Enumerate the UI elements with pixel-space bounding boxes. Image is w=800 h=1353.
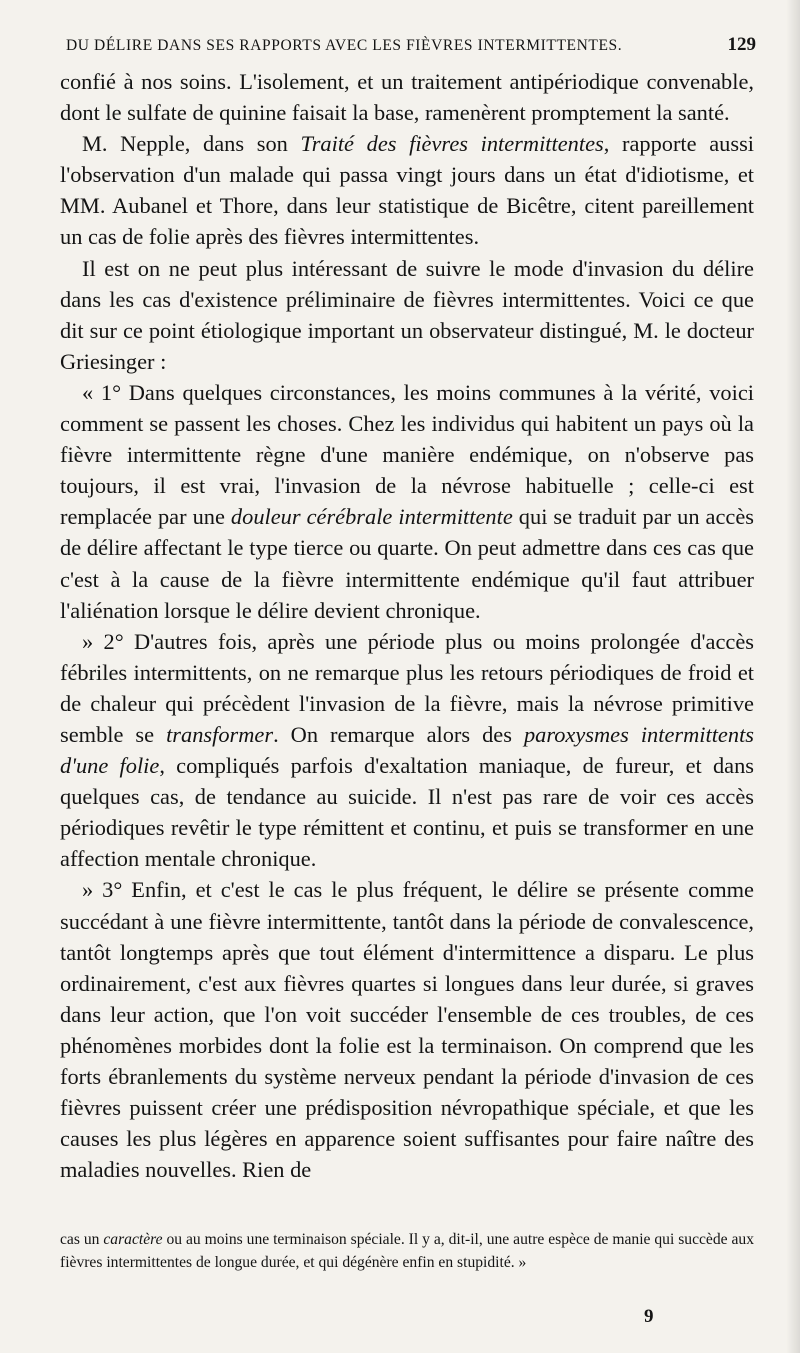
italic-text-segment: Traité des fièvres intermittentes: [300, 131, 604, 157]
text-segment: cas un: [60, 1231, 104, 1248]
italic-text-segment: transformer: [166, 721, 274, 747]
text-segment: M. Nepple, dans son: [82, 131, 301, 157]
text-segment: . On remarque alors des: [273, 721, 524, 747]
paragraph: [60, 128, 754, 252]
paragraph: [60, 377, 754, 626]
text-segment: confié à nos soins. L'isolement, et un traitement antipériodique convenable, dont le sulfate de quinine faisait la base, ramenèrent promptement la santé.: [60, 69, 754, 126]
text-segment: » 3° Enfin, et c'est le cas le plus fréquent, le délire se présente comme succédant à une fièvre intermittente, tantôt dans la période de convalescence, tantôt longtemps après que tout élément d'intermittence a disparu. Le plus ordinairement, c'est aux fièvres quartes si longues dans leur durée, si graves dans leur action, que l'on voit succéder l'ensemble de ces troubles, de ces phénomènes morbides dont la folie est la terminaison. On comprend que les forts ébranlements du système nerveux pendant la période d'invasion de ces fièvres puissent créer une prédisposition névropathique spéciale, et que les causes les plus légères en apparence soient suffisantes pour faire naître des maladies nouvelles. Rien de: [60, 877, 754, 1183]
text-segment: » 2° D'autres fois, après une période plus ou moins prolongée d'accès fébriles intermittents, on ne remarque plus les retours périodiques de froid et de chaleur qui précèdent l'invasion de la fièvre, mais la névrose primitive semble se: [60, 628, 754, 747]
body-text: [60, 66, 754, 1185]
text-segment: ou au moins une terminaison spéciale. Il y a, dit-il, une autre espèce de manie qui succède aux fièvres intermittentes de longue durée, et qui dégénère enfin en stupidité. »: [60, 1231, 754, 1272]
footnote: [60, 1228, 754, 1274]
signature-mark: 9: [644, 1306, 654, 1327]
text-segment: « 1° Dans quelques circonstances, les moins communes à la vérité, voici comment se passent les choses. Chez les individus qui habitent un pays où la fièvre intermittente règne d'une manière endémique, on n'observe pas toujours, il est vrai, l'invasion de la névrose habituelle ; celle-ci est remplacée par une: [60, 379, 754, 530]
paragraph: [60, 874, 754, 1185]
italic-text-segment: paroxysmes intermittents d'une folie: [60, 721, 755, 779]
text-segment: , compliqués parfois d'exaltation maniaque, de fureur, et dans quelques cas, de tendance au suicide. Il n'est pas rare de voir ces accès périodiques revêtir le type rémittent et continu, et puis se transformer en une affection mentale chronique.: [60, 753, 754, 872]
page-edge-shadow: [786, 0, 800, 1353]
page-header: [66, 34, 756, 60]
paragraph: [60, 66, 754, 128]
italic-text-segment: caractère: [103, 1231, 163, 1248]
italic-text-segment: douleur cérébrale intermittente: [230, 504, 513, 530]
running-head: DU DÉLIRE DANS SES RAPPORTS AVEC LES FIÈVRES INTERMITTENTES.: [66, 37, 623, 54]
page-number: 129: [727, 34, 756, 55]
text-segment: , rapporte aussi l'observation d'un malade qui passa vingt jours dans un état d'idiotisme, et MM. Aubanel et Thore, dans leur statistique de Bicêtre, citent pareillement un cas de folie après des fièvres intermittentes.: [60, 131, 755, 250]
paragraph: [60, 626, 754, 875]
text-segment: qui se traduit par un accès de délire affectant le type tierce ou quarte. On peut admettre dans ces cas que c'est à la cause de la fièvre intermittente endémique qu'il faut attribuer l'aliénation lorsque le délire devient chronique.: [60, 504, 754, 623]
text-segment: Il est on ne peut plus intéressant de suivre le mode d'invasion du délire dans les cas d'existence préliminaire de fièvres intermittentes. Voici ce que dit sur ce point étiologique important un observateur distingué, M. le docteur Griesinger :: [60, 255, 754, 374]
paragraph: [60, 253, 754, 377]
